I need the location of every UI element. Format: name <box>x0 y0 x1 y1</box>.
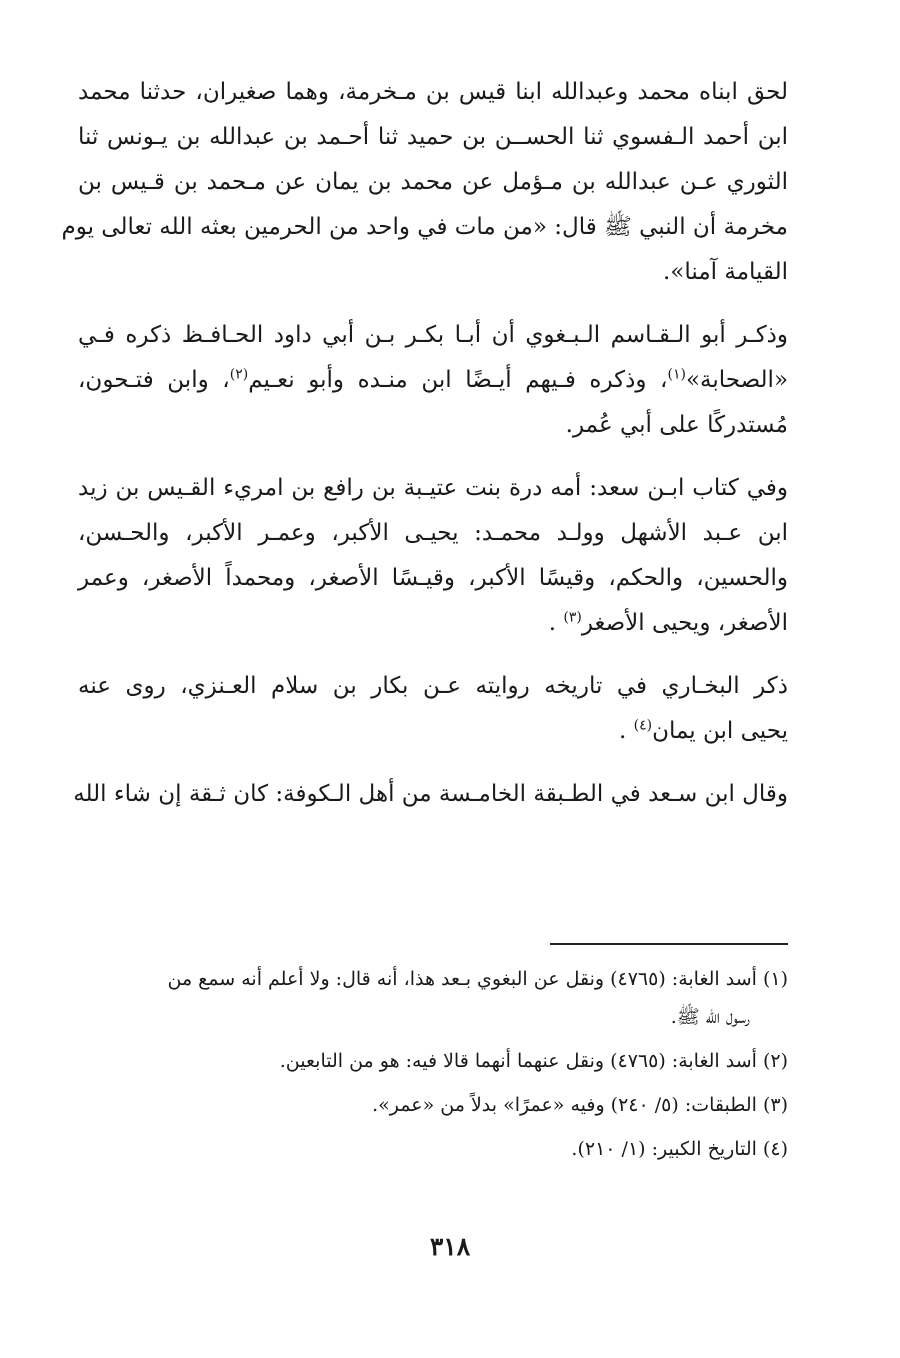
text-segment: . <box>548 610 564 636</box>
paragraph-3 <box>78 466 788 646</box>
footnote-ref-4: (٤) <box>633 717 653 734</box>
text-segment: . <box>619 718 634 744</box>
footnote-ref-2: (٢) <box>229 366 249 383</box>
footnote-4 <box>78 1130 788 1168</box>
footnote-3 <box>78 1086 788 1124</box>
footnote-line: رسول الله ﷺ. <box>670 1006 750 1028</box>
page-body <box>61 70 789 835</box>
text-line: ابن أحمد الـفسوي ثنا الحســن بن حميد ثنا أحـمد بن عبدالله بن يـونس ثنا <box>78 124 788 150</box>
paragraph-5 <box>73 772 788 817</box>
footnote-divider <box>550 943 788 945</box>
footnote-line: (١) أسد الغابة: (٤٧٦٥) ونقل عن البغوي بـعد هذا، أنه قال: ولا أعلم أنه سمع من <box>167 968 788 990</box>
text-line: وفي كتاب ابـن سعد: أمه درة بنت عتيـبة بن رافع بن امريء القـيس بن زيد <box>78 475 788 501</box>
footnote-ref-1: (١) <box>667 366 686 383</box>
text-line: والحسين، والحكم، وقيسًا الأكبر، وقيـسًا الأصغر، ومحمداً الأصغر، وعمر <box>78 565 788 591</box>
text-line <box>78 601 788 646</box>
text-line: وقال ابن سـعد في الطـبقة الخامـسة من أهل الـكوفة: كان ثـقة إن شاء الله <box>73 781 788 807</box>
text-segment: ، وابن فتـحون، <box>78 367 230 393</box>
paragraph-4 <box>78 664 788 754</box>
text-line: الثوري عـن عبدالله بن مـؤمل عن محمد بن يمان عن مـحمد بن قـيس بن <box>78 169 788 195</box>
text-line: ذكر البخـاري في تاريخه روايته عـن بكار بن سلام العـنزي، روى عنه <box>78 673 788 699</box>
footnote-2 <box>78 1042 788 1080</box>
footnotes <box>78 960 788 1174</box>
footnote-1 <box>78 960 788 1036</box>
text-line: ابن عـبد الأشهل وولـد محمـد: يحيـى الأكبر، وعمـر الأكبر، والحـسن، <box>78 520 788 546</box>
text-segment: «الصحابة» <box>685 367 789 393</box>
footnote-line: (٤) التاريخ الكبير: (١/ ٢١٠). <box>571 1138 788 1160</box>
text-line: وذكـر أبو الـقـاسم الـبـغوي أن أبـا بكـر بـن أبي داود الحـافـظ ذكره فـي <box>78 322 788 348</box>
paragraph-1 <box>61 70 788 295</box>
text-line: مُستدركًا على أبي عُمر. <box>565 412 788 438</box>
footnote-ref-3: (٣) <box>563 609 582 626</box>
page-number: ٣١٨ <box>429 1232 471 1261</box>
paragraph-2 <box>78 313 788 448</box>
text-segment: ، وذكره فـيهم أيـضًا ابن منـده وأبو نعـيم <box>248 367 668 393</box>
text-segment: الأصغر، ويحيى الأصغر <box>581 610 788 636</box>
footnote-line: (٢) أسد الغابة: (٤٧٦٥) ونقل عنهما أنهما قالا فيه: هو من التابعين. <box>279 1050 788 1072</box>
text-line: القيامة آمنا». <box>663 259 788 285</box>
text-segment: يحيى ابن يمان <box>652 718 788 744</box>
text-line: مخرمة أن النبي ﷺ قال: «من مات في واحد من الحرمين بعثه الله تعالى يوم <box>61 214 788 240</box>
footnote-line: (٣) الطبقات: (٥/ ٢٤٠) وفيه «عمرًا» بدلاً من «عمر». <box>372 1094 788 1116</box>
text-line <box>78 709 788 754</box>
text-line <box>78 358 788 403</box>
text-line: لحق ابناه محمد وعبدالله ابنا قيس بن مـخرمة، وهما صغيران، حدثنا محمد <box>78 79 788 105</box>
